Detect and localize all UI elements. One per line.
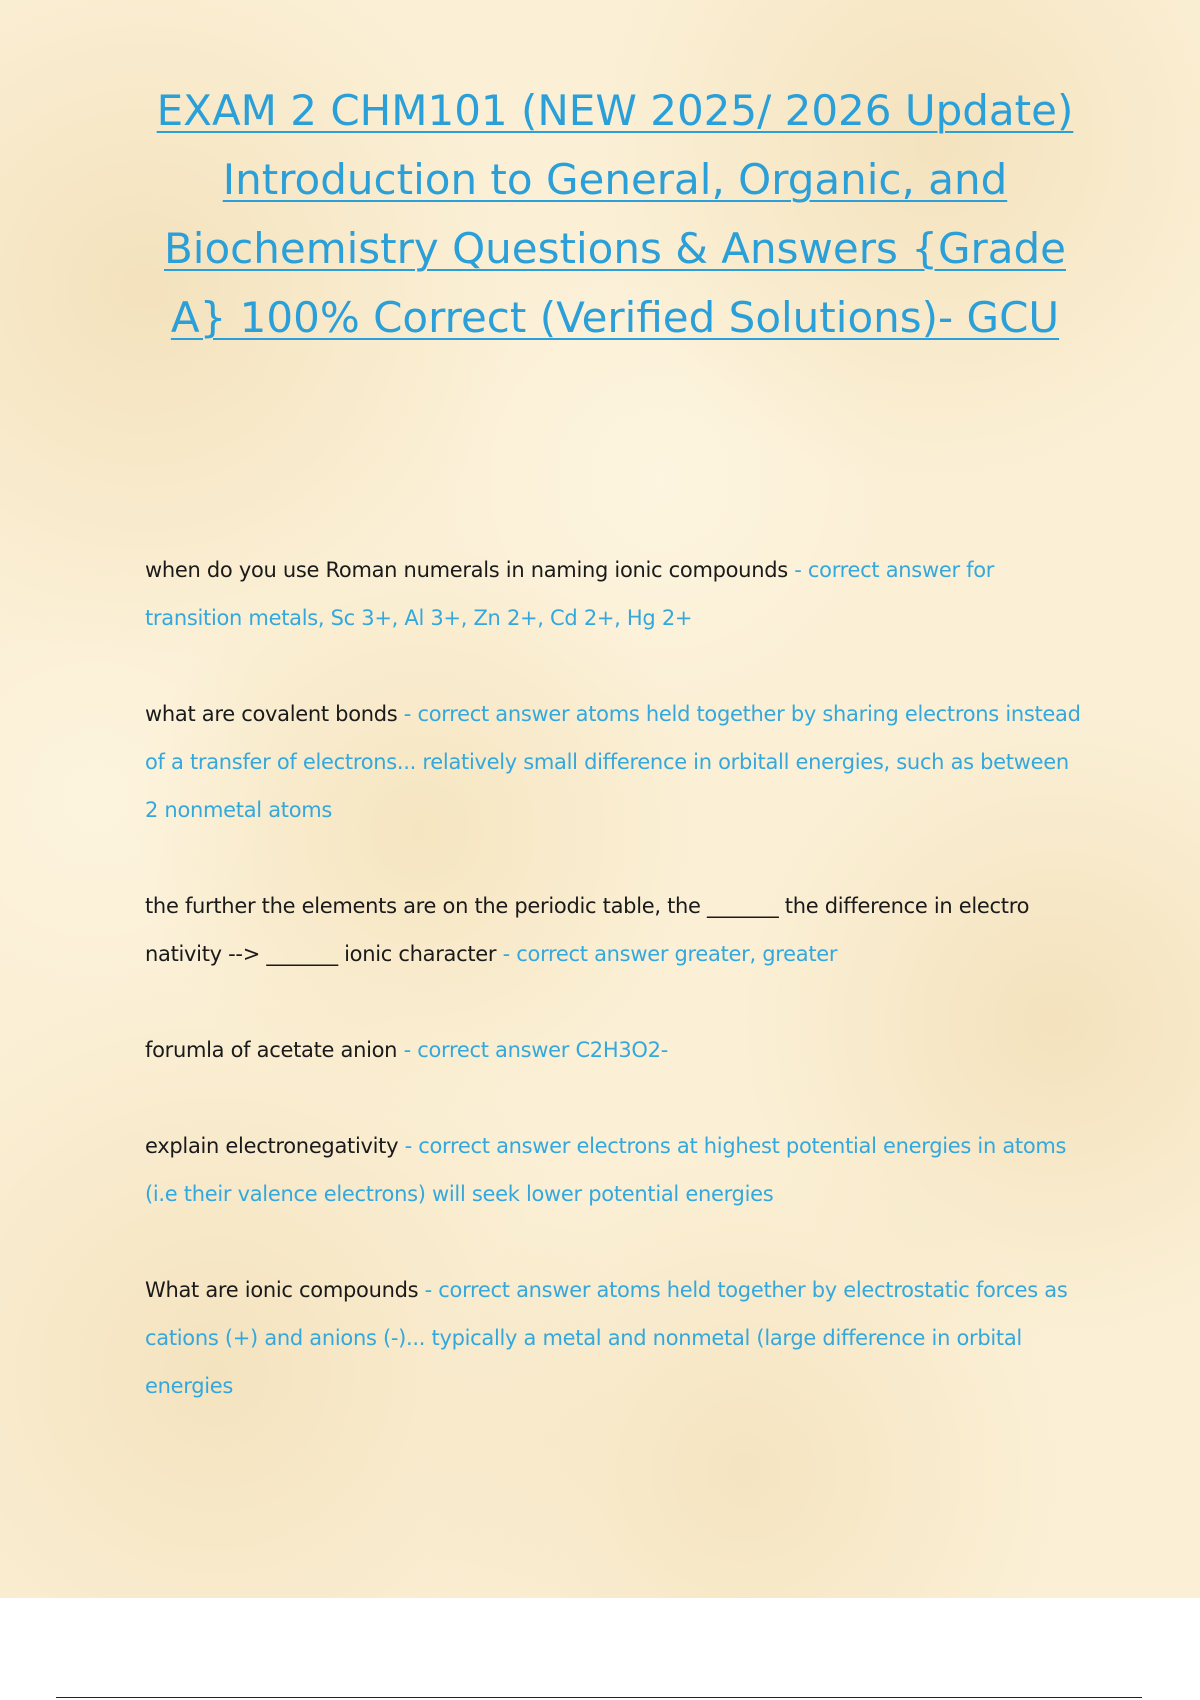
document-title: EXAM 2 CHM101 (NEW 2025/ 2026 Update) Introduction to General, Organic, and Biochemistry Questions & Answers {Grade A} 100% Correct (Verified Solutions)- GCU	[156, 86, 1074, 342]
qa-list	[145, 546, 1085, 1458]
footer-divider	[56, 1697, 1142, 1698]
qa-item-2	[145, 690, 1085, 834]
qa-item-1	[145, 546, 1085, 642]
question-text: what are covalent bonds	[145, 702, 398, 726]
answer-text: - correct answer C2H3O2-	[397, 1038, 668, 1062]
answer-text: - correct answer greater, greater	[496, 942, 838, 966]
answer-text: - correct answer electrons at highest potential energies in atoms (i.e their valence electrons) will seek lower potential energies	[145, 1134, 1067, 1206]
question-text: explain electronegativity	[145, 1134, 399, 1158]
qa-item-6	[145, 1266, 1085, 1410]
answer-text: - correct answer atoms held together by sharing electrons instead of a transfer of electrons... relatively small difference in orbitall energies, such as between 2 nonmetal atoms	[145, 702, 1081, 822]
qa-item-3	[145, 882, 1085, 978]
question-text: forumla of acetate anion	[145, 1038, 398, 1062]
qa-item-4	[145, 1026, 1085, 1074]
question-text: What are ionic compounds	[145, 1278, 419, 1302]
question-text: the further the elements are on the periodic table, the _______ the difference in electro nativity --> _______ ionic character	[145, 894, 1030, 966]
question-text: when do you use Roman numerals in naming ionic compounds	[145, 558, 788, 582]
qa-item-5	[145, 1122, 1085, 1218]
answer-text: - correct answer atoms held together by electrostatic forces as cations (+) and anions (-)... typically a metal and nonmetal (large difference in orbital energies	[145, 1278, 1068, 1398]
answer-text: - correct answer for transition metals, Sc 3+, Al 3+, Zn 2+, Cd 2+, Hg 2+	[145, 558, 995, 630]
